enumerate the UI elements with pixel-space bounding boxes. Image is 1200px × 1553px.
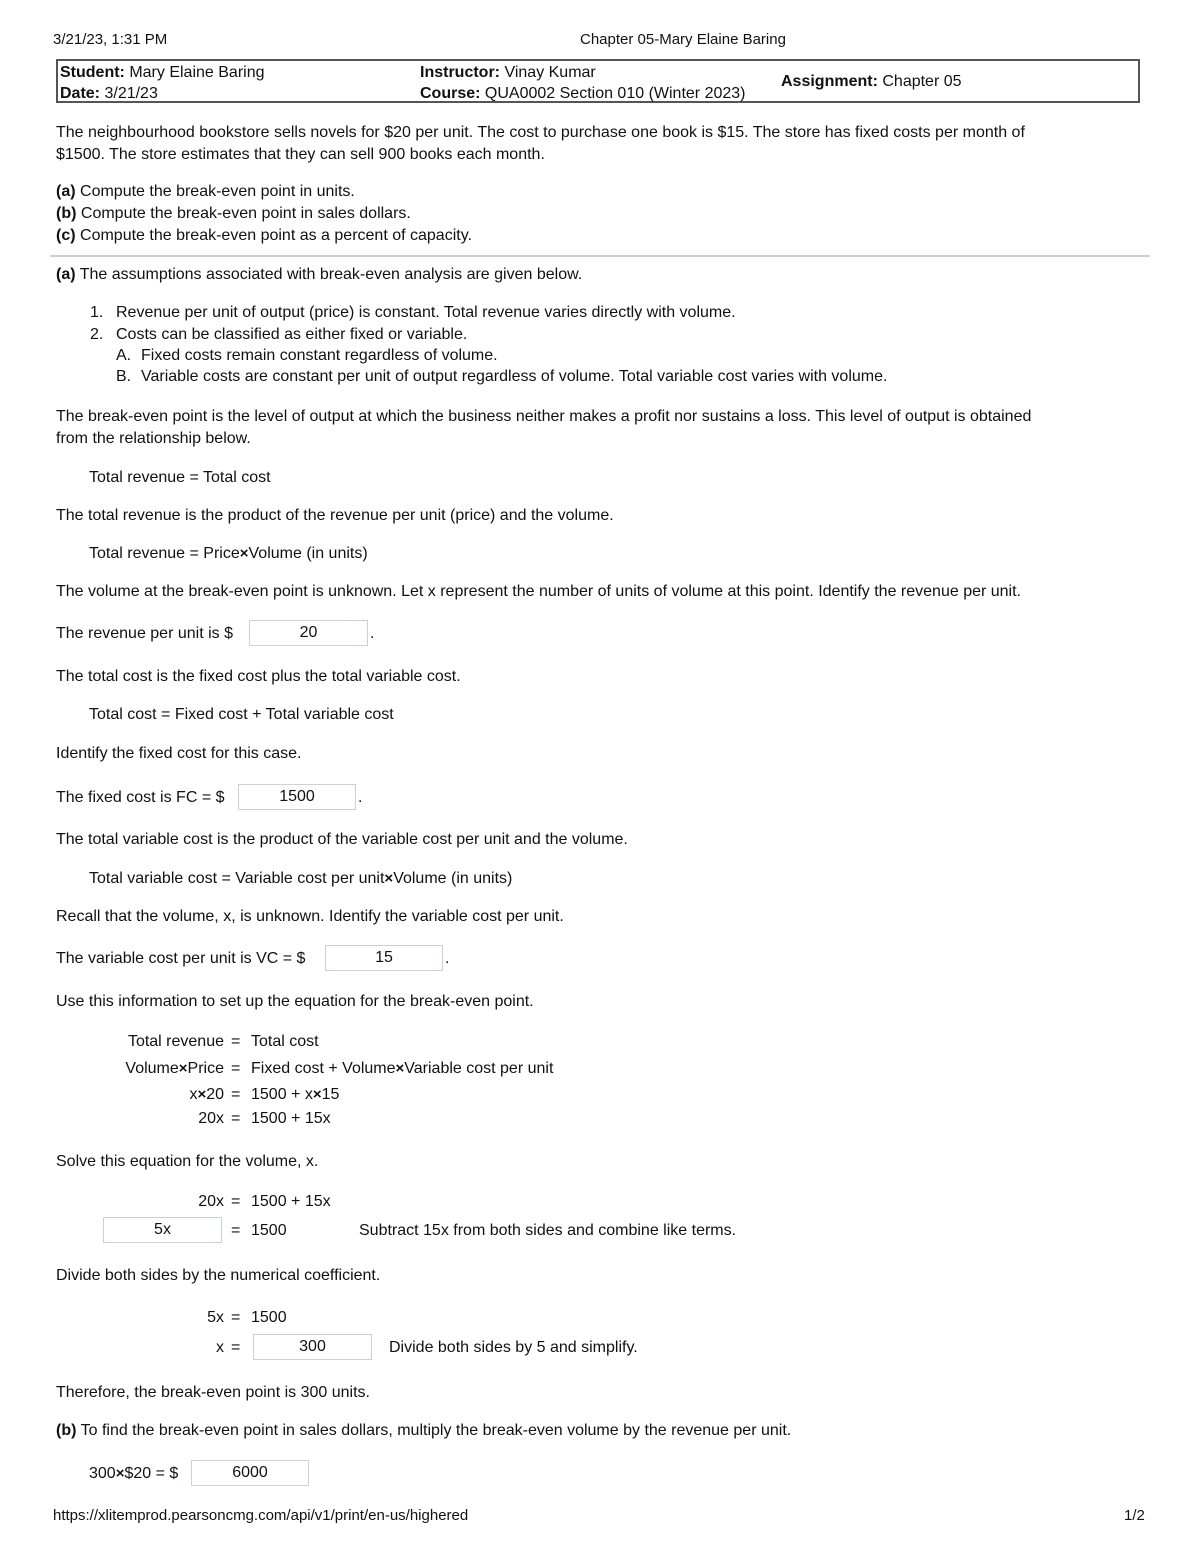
date-label: Date: [60,85,101,102]
solution-b-body: To find the break-even point in sales dollars, multiply the break-even volume by the revenue per unit. [80,1422,792,1439]
question-c-text: Compute the break-even point as a percent of capacity. [80,227,472,244]
footer-url: https://xlitemprod.pearsoncmg.com/api/v1/print/en-us/highered [53,1507,469,1524]
equation-tr-equals-tc: Total revenue = Total cost [89,469,271,486]
eq3-right-b: 15 [321,1086,340,1103]
sales-dollars-answer[interactable]: 6000 [191,1460,309,1486]
solution-b-label: (b) [56,1422,77,1439]
therefore-text: Therefore, the break-even point is 300 units. [56,1384,370,1401]
times-icon: × [395,1060,405,1077]
eq1-equals: = [231,1033,241,1050]
eq1-left: Total revenue [127,1033,224,1050]
question-b-label: (b) [56,205,77,222]
course-value: QUA0002 Section 010 (Winter 2023) [484,85,746,102]
variable-cost-suffix: . [445,950,450,967]
sales-eq-volume: 300 [89,1465,116,1482]
eq4-equals: = [231,1110,241,1127]
identify-fixed-cost-text: Identify the fixed cost for this case. [56,745,302,762]
list-marker: A. [116,347,132,364]
eq2-right-a: Fixed cost + Volume [251,1060,396,1077]
question-b [56,203,411,225]
solve2-equals: = [231,1222,241,1239]
assignment-label: Assignment: [781,73,878,90]
eq2-left-price: Price [187,1060,224,1077]
solve1-left: 20x [198,1193,224,1210]
setup-equation-text: Use this information to set up the equation for the break-even point. [56,993,534,1010]
equation-total-cost: Total cost = Fixed cost + Total variable cost [89,706,394,723]
list-marker: 2. [90,326,104,343]
question-a-label: (a) [56,183,76,200]
variable-cost-answer[interactable]: 15 [325,945,443,971]
list-marker: 1. [90,304,104,321]
equation-total-revenue [89,543,368,565]
sales-eq-price: $20 = $ [124,1465,179,1482]
list-item [90,302,736,324]
student-info [60,62,265,84]
recall-variable-cost-text: Recall that the volume, x, is unknown. Identify the variable cost per unit. [56,908,564,925]
list-item [116,345,498,367]
divide1-left: 5x [207,1309,224,1326]
equation-total-variable-cost [89,868,512,890]
solution-b-text [56,1420,791,1442]
divide2-answer[interactable]: 300 [253,1334,372,1360]
eq1-right: Total cost [251,1033,319,1050]
equation-right: Volume (in units) [393,870,513,887]
student-value: Mary Elaine Baring [129,64,265,81]
fixed-cost-prefix: The fixed cost is FC = $ [56,789,225,806]
solve1-equals: = [231,1193,241,1210]
eq2-left-volume: Volume [125,1060,179,1077]
total-cost-definition: The total cost is the fixed cost plus the total variable cost. [56,668,461,685]
problem-text-line2: $1500. The store estimates that they can sell 900 books each month. [56,146,545,163]
times-icon: × [115,1465,125,1482]
eq2-right [251,1058,553,1080]
solve-text: Solve this equation for the volume, x. [56,1153,319,1170]
revenue-per-unit-suffix: . [370,625,375,642]
question-b-text: Compute the break-even point in sales dollars. [80,205,411,222]
divide1-right: 1500 [251,1309,287,1326]
equation-left: Total revenue = Price [89,545,240,562]
question-c-label: (c) [56,227,76,244]
sales-dollars-equation [89,1463,178,1485]
instructor-value: Vinay Kumar [504,64,596,81]
eq3-equals: = [231,1086,241,1103]
list-item [116,366,888,388]
assignment-info [781,71,962,93]
solution-a-intro [56,264,582,286]
eq3-left [60,1084,224,1106]
date-info [60,83,158,105]
eq3-left-x: x [189,1086,198,1103]
bep-definition-line1: The break-even point is the level of output at which the business neither makes a profit nor sustains a loss. This level of output is obtained [56,408,1032,425]
divide1-equals: = [231,1309,241,1326]
eq3-right-a: 1500 + x [251,1086,313,1103]
solution-a-label: (a) [56,266,76,283]
page-number: 1/2 [1124,1507,1145,1524]
list-text: Variable costs are constant per unit of output regardless of volume. Total variable cost varies with volume. [141,368,888,385]
instructor-label: Instructor: [420,64,500,81]
eq2-equals: = [231,1060,241,1077]
date-value: 3/21/23 [104,85,158,102]
question-a [56,181,355,203]
question-a-text: Compute the break-even point in units. [80,183,355,200]
times-icon: × [384,870,394,887]
instructor-info [420,62,596,84]
times-icon: × [178,1060,188,1077]
list-marker: B. [116,368,132,385]
section-divider [50,255,1150,257]
eq2-right-b: Variable cost per unit [404,1060,554,1077]
problem-text-line1: The neighbourhood bookstore sells novels for $20 per unit. The cost to purchase one book is $15. The store has fixed costs per month of [56,124,1025,141]
question-c [56,225,472,247]
revenue-per-unit-prefix: The revenue per unit is $ [56,625,233,642]
times-icon: × [312,1086,322,1103]
solve2-answer[interactable]: 5x [103,1217,222,1243]
list-item [90,324,468,346]
page-title: Chapter 05-Mary Elaine Baring [580,31,786,48]
variable-cost-prefix: The variable cost per unit is VC = $ [56,950,306,967]
divide2-note: Divide both sides by 5 and simplify. [389,1339,638,1356]
list-text: Fixed costs remain constant regardless of volume. [141,347,498,364]
course-info [420,83,746,105]
total-variable-cost-definition: The total variable cost is the product of the variable cost per unit and the volume. [56,831,628,848]
solution-a-intro-text: The assumptions associated with break-even analysis are given below. [79,266,583,283]
eq3-right [251,1084,339,1106]
print-datetime: 3/21/23, 1:31 PM [53,31,168,48]
list-text: Revenue per unit of output (price) is constant. Total revenue varies directly with volume. [116,304,736,321]
solve2-note: Subtract 15x from both sides and combine like terms. [359,1222,737,1239]
list-text: Costs can be classified as either fixed or variable. [116,326,468,343]
fixed-cost-answer[interactable]: 1500 [238,784,356,810]
eq2-left [60,1058,224,1080]
divide-text: Divide both sides by the numerical coefficient. [56,1267,381,1284]
fixed-cost-suffix: . [358,789,363,806]
tr-product-text: The total revenue is the product of the revenue per unit (price) and the volume. [56,507,614,524]
eq4-left: 20x [198,1110,224,1127]
solve1-right: 1500 + 15x [251,1193,331,1210]
assignment-value: Chapter 05 [882,73,962,90]
eq3-left-20: 20 [206,1086,224,1103]
divide2-left: x [216,1339,224,1356]
times-icon: × [239,545,249,562]
course-label: Course: [420,85,481,102]
student-label: Student: [60,64,125,81]
revenue-per-unit-answer[interactable]: 20 [249,620,368,646]
solve2-right: 1500 [251,1222,287,1239]
assignment-info-box [56,59,1140,103]
volume-unknown-text: The volume at the break-even point is unknown. Let x represent the number of units of volume at this point. Identify the revenue per unit. [56,583,1021,600]
times-icon: × [197,1086,207,1103]
divide2-equals: = [231,1339,241,1356]
eq4-right: 1500 + 15x [251,1110,331,1127]
equation-left: Total variable cost = Variable cost per unit [89,870,385,887]
bep-definition-line2: from the relationship below. [56,430,251,447]
equation-right: Volume (in units) [248,545,368,562]
